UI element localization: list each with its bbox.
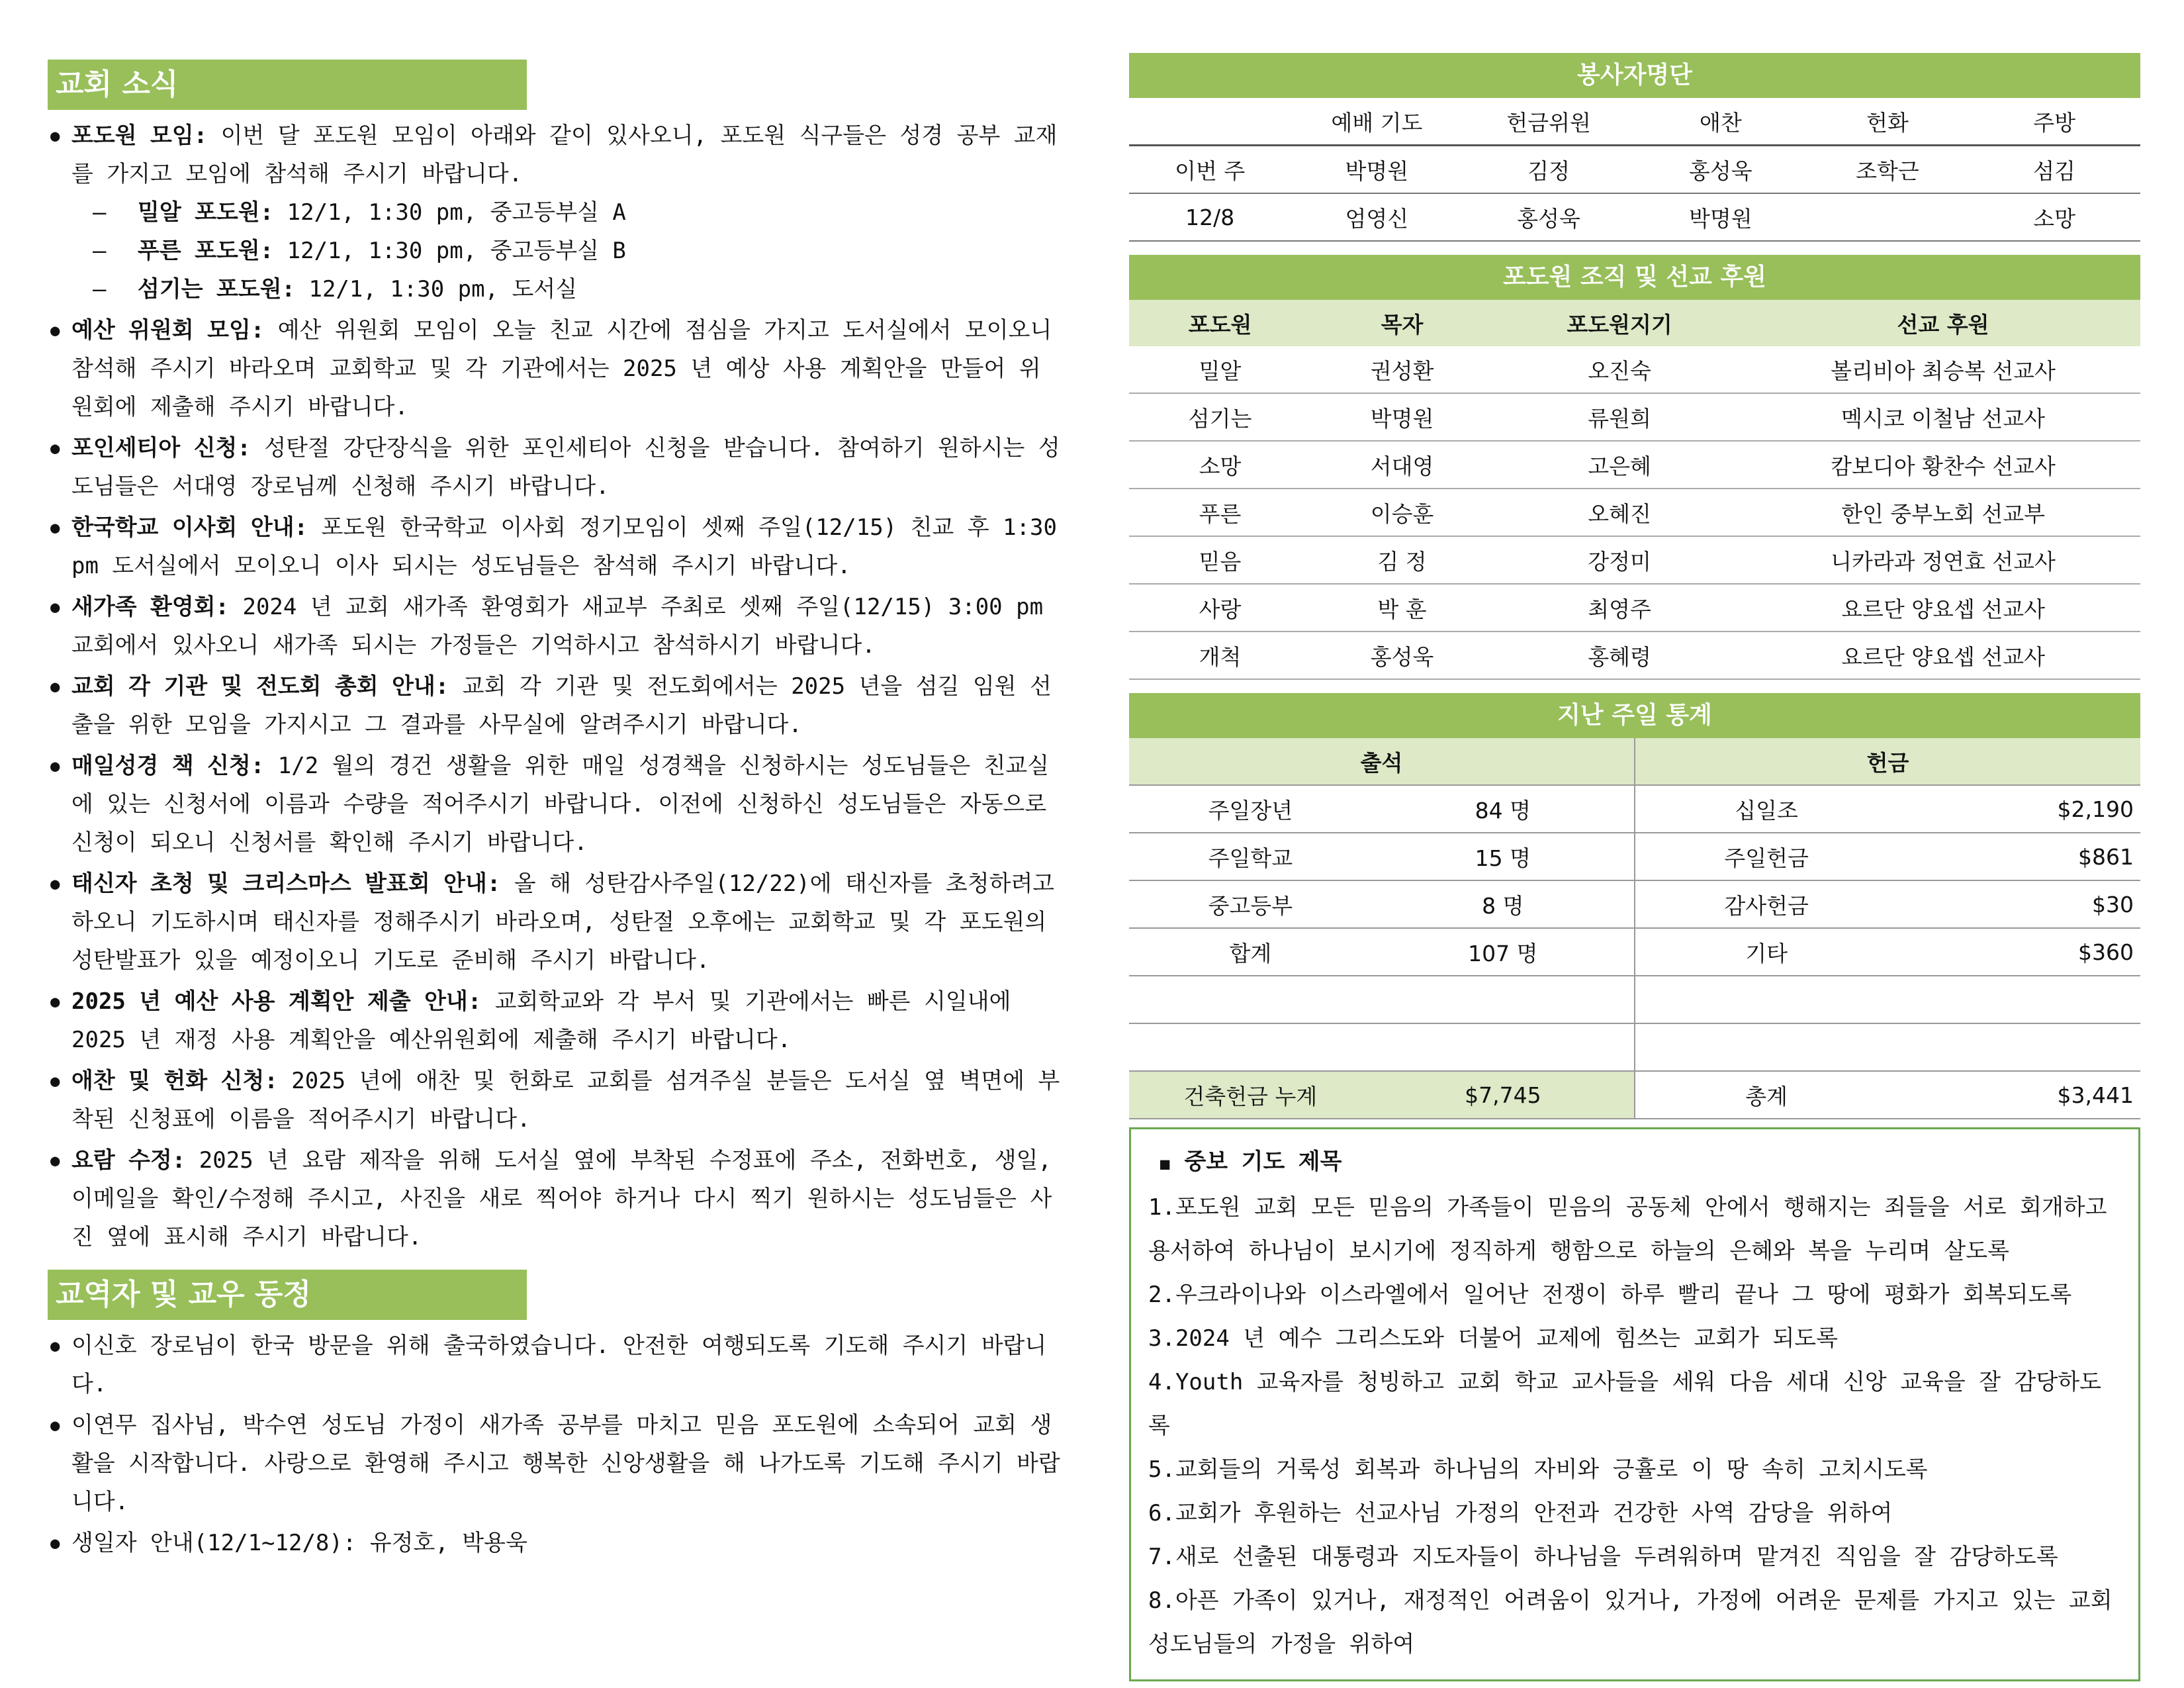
cell: 고은혜 <box>1493 441 1746 489</box>
cell: 믿음 <box>1129 536 1311 584</box>
table-row <box>1129 441 2140 489</box>
offering-header: 헌금 <box>1635 738 2140 785</box>
cell: 84 명 <box>1372 785 1635 833</box>
cell: 권성환 <box>1311 346 1493 393</box>
table-row <box>1129 976 2140 1023</box>
news-item <box>48 747 1060 862</box>
grand-total-value: $3,441 <box>1897 1071 2140 1119</box>
news-item <box>48 667 1060 744</box>
news-item-text: 2024 년 교회 새가족 환영회가 새교부 주최로 셋째 주일(12/15) 3:00 pm 교회에서 있사오니 새가족 되시는 가정들은 기억하시고 참석하시기 바랍니다. <box>71 594 1044 659</box>
news-item-text: 2025 년에 애찬 및 헌화로 교회를 섬겨주실 분들은 도서실 옆 벽면에 부착된 신청표에 이름을 적어주시기 바랍니다. <box>71 1068 1060 1133</box>
cell: 조학근 <box>1807 146 1968 194</box>
table-row <box>1129 346 2140 393</box>
news-item <box>48 1141 1060 1256</box>
staff-item: ● 생일자 안내(12/1~12/8): 유정호, 박용욱 <box>48 1524 1060 1562</box>
table-header-row <box>1129 300 2140 346</box>
prayer-list <box>1148 1186 2121 1666</box>
news-item-text: 예산 위원회 모임이 오늘 친교 시간에 점심을 가지고 도서실에서 모이오니 참석해 주시기 바라오며 교회학교 및 각 기관에서는 2025 년 예상 사용 계획안을 만들어 위원회에 제출해 주시기 바랍니다. <box>71 317 1052 420</box>
table-row <box>1129 146 2140 194</box>
cell: 니카라과 정연효 선교사 <box>1746 536 2140 584</box>
table-row <box>1129 193 2140 241</box>
header-cell: 헌화 <box>1807 98 1968 146</box>
cell <box>1372 1023 1635 1071</box>
cell: 박명원 <box>1311 393 1493 441</box>
staff-item: ● 이신호 장로님이 한국 방문을 위해 출국하였습니다. 안전한 여행되도록 기도해 주시기 바랍니다. <box>48 1327 1060 1403</box>
header-cell: 포도원지기 <box>1493 300 1746 346</box>
news-item-text: 교회 각 기관 및 전도회에서는 2025 년을 섬길 임원 선출을 위한 모임을 가지시고 그 결과를 사무실에 알려주시기 바랍니다. <box>71 673 1052 738</box>
cell <box>1897 976 2140 1023</box>
grand-total-label: 총계 <box>1635 1071 1897 1119</box>
cell <box>1129 1023 1372 1071</box>
table-row <box>1129 536 2140 584</box>
news-item-text: 이번 달 포도원 모임이 아래와 같이 있사오니, 포도원 식구들은 성경 공부 교재를 가지고 모임에 참석해 주시기 바랍니다. <box>71 122 1058 187</box>
news-item <box>48 311 1060 426</box>
news-item <box>48 429 1060 506</box>
table-row <box>1129 489 2140 536</box>
news-item-label: 애찬 및 헌화 신청: <box>71 1068 278 1094</box>
sub-item <box>71 232 1060 270</box>
cell: 한인 중부노회 선교부 <box>1746 489 2140 536</box>
news-item-text: 교회학교와 각 부서 및 기관에서는 빠른 시일내에 2025 년 재정 사용 계획안을 예산위원회에 제출해 주시기 바랍니다. <box>71 988 1011 1053</box>
cell <box>1372 976 1635 1023</box>
cell: 중고등부 <box>1129 880 1372 928</box>
header-cell: 포도원 <box>1129 300 1311 346</box>
cell: 소망 <box>1968 193 2140 241</box>
cell: 소망 <box>1129 441 1311 489</box>
table-row <box>1129 928 2140 976</box>
news-item-text: 2025 년 요람 제작을 위해 도서실 옆에 부착된 수정표에 주소, 전화번호, 생일, 이메일을 확인/수정해 주시고, 사진을 새로 찍어야 하거나 다시 찍기 원하시는 성도님들은 사진 옆에 표시해 주시기 바랍니다. <box>71 1147 1052 1250</box>
news-item-label: 태신자 초청 및 크리스마스 발표회 안내: <box>71 870 501 897</box>
news-item <box>48 117 1060 308</box>
table-row <box>1129 632 2140 679</box>
cell: 사랑 <box>1129 584 1311 632</box>
table-row <box>1129 833 2140 880</box>
cell: 주일학교 <box>1129 833 1372 880</box>
cell: 밀알 <box>1129 346 1311 393</box>
cell: 십일조 <box>1635 785 1897 833</box>
cell: 이번 주 <box>1129 146 1291 194</box>
cell: 주일헌금 <box>1635 833 1897 880</box>
news-item-text: 포도원 한국학교 이사회 정기모임이 셋째 주일(12/15) 친교 후 1:30 pm 도서실에서 모이오니 이사 되시는 성도님들은 참석해 주시기 바랍니다. <box>71 514 1057 579</box>
news-item-label: 포인세티아 신청: <box>71 435 251 461</box>
staff-list <box>48 1327 1060 1562</box>
stats-title: 지난 주일 통계 <box>1129 693 2140 738</box>
header-cell: 목자 <box>1311 300 1493 346</box>
sub-item-text: 12/1, 1:30 pm, 중고등부실 A <box>273 199 626 226</box>
news-item-label: 한국학교 이사회 안내: <box>71 514 308 541</box>
header-cell: 주방 <box>1968 98 2140 146</box>
sub-item-label: 섬기는 포도원: <box>138 276 296 303</box>
cell: 푸른 <box>1129 489 1311 536</box>
cell: 107 명 <box>1372 928 1635 976</box>
cell: 강정미 <box>1493 536 1746 584</box>
attendance-header: 출석 <box>1129 738 1635 785</box>
staff-section-title: 교역자 및 교우 동정 <box>48 1270 527 1320</box>
cell: 섬기는 <box>1129 393 1311 441</box>
cell: 12/8 <box>1129 193 1291 241</box>
header-cell: 선교 후원 <box>1746 300 2140 346</box>
news-list <box>48 117 1060 1256</box>
cell: 합계 <box>1129 928 1372 976</box>
vineyards-title: 포도원 조직 및 선교 후원 <box>1129 255 2140 300</box>
cell: $2,190 <box>1897 785 2140 833</box>
sub-item-text: 12/1, 1:30 pm, 중고등부실 B <box>273 238 626 264</box>
right-column <box>1129 53 2140 1681</box>
cell: 박명원 <box>1291 146 1463 194</box>
news-item-label: 교회 각 기관 및 전도회 총회 안내: <box>71 673 449 700</box>
cell: 서대영 <box>1311 441 1493 489</box>
vineyards-table <box>1129 300 2140 680</box>
cell: 홍성욱 <box>1311 632 1493 679</box>
left-column <box>48 60 1060 1565</box>
vineyard-meeting-list <box>71 193 1060 308</box>
table-header-row <box>1129 738 2140 785</box>
volunteers-table <box>1129 98 2140 242</box>
cell: 섬김 <box>1968 146 2140 194</box>
header-cell: 예배 기도 <box>1291 98 1463 146</box>
total-row <box>1129 1071 2140 1119</box>
cell: 요르단 양요셉 선교사 <box>1746 584 2140 632</box>
building-fund-label: 건축헌금 누계 <box>1129 1071 1372 1119</box>
cell: 박명원 <box>1635 193 1807 241</box>
news-item <box>48 1062 1060 1139</box>
table-row <box>1129 1023 2140 1071</box>
sub-item <box>71 270 1060 308</box>
table-row <box>1129 880 2140 928</box>
cell <box>1635 976 1897 1023</box>
news-section-title: 교회 소식 <box>48 60 527 110</box>
news-item-label: 포도원 모임: <box>71 122 208 149</box>
news-item-text: 1/2 월의 경건 생활을 위한 매일 성경책을 신청하시는 성도님들은 친교실에 있는 신청서에 이름과 수량을 적어주시기 바랍니다. 이전에 신청하신 성도님들은 자동으로 신청이 되오니 신청서를 확인해 주시기 바랍니다. <box>71 753 1050 856</box>
table-header-row <box>1129 98 2140 146</box>
sub-item-label: 푸른 포도원: <box>138 238 274 264</box>
sub-item-label: 밀알 포도원: <box>138 199 274 226</box>
cell: 멕시코 이철남 선교사 <box>1746 393 2140 441</box>
news-item-label: 요람 수정: <box>71 1147 186 1174</box>
staff-item: ● 이연무 집사님, 박수연 성도님 가정이 새가족 공부를 마치고 믿음 포도원에 소속되어 교회 생활을 시작합니다. 사랑으로 환영해 주시고 행복한 신앙생활을 해 나가도록 기도해 주시기 바랍니다. <box>48 1406 1060 1521</box>
cell: $30 <box>1897 880 2140 928</box>
prayer-item: 8.아픈 가족이 있거나, 재정적인 어려움이 있거나, 가정에 어려운 문제를 가지고 있는 교회 성도님들의 가정을 위하여 <box>1148 1587 2113 1658</box>
cell: 기타 <box>1635 928 1897 976</box>
cell: 류원희 <box>1493 393 1746 441</box>
cell <box>1807 193 1968 241</box>
news-item-text: 올 해 성탄감사주일(12/22)에 태신자를 초청하려고 하오니 기도하시며 태신자를 정해주시기 바라오며, 성탄절 오후에는 교회학교 및 각 포도원의 성탄발표가 있을 예정이오니 기도로 준비해 주시기 바랍니다. <box>71 870 1055 974</box>
cell: 홍혜령 <box>1493 632 1746 679</box>
news-item-label: 매일성경 책 신청: <box>71 753 265 779</box>
cell: 감사헌금 <box>1635 880 1897 928</box>
sub-item <box>71 193 1060 232</box>
cell: 개척 <box>1129 632 1311 679</box>
sub-item-text: 12/1, 1:30 pm, 도서실 <box>295 276 578 303</box>
cell: 볼리비아 최승복 선교사 <box>1746 346 2140 393</box>
cell: 캄보디아 황찬수 선교사 <box>1746 441 2140 489</box>
cell <box>1635 1023 1897 1071</box>
stats-table <box>1129 738 2140 1119</box>
cell: 김 정 <box>1311 536 1493 584</box>
cell: 주일장년 <box>1129 785 1372 833</box>
prayer-title: ■ 중보 기도 제목 <box>1148 1140 2121 1186</box>
news-item-label: 새가족 환영회: <box>71 594 230 620</box>
prayer-item: 2.우크라이나와 이스라엘에서 일어난 전쟁이 하루 빨리 끝나 그 땅에 평화가 회복되도록 <box>1148 1282 2072 1308</box>
volunteers-title: 봉사자명단 <box>1129 53 2140 98</box>
cell: 오진숙 <box>1493 346 1746 393</box>
cell: 김정 <box>1463 146 1635 194</box>
cell: $861 <box>1897 833 2140 880</box>
news-item <box>48 982 1060 1059</box>
header-cell <box>1129 98 1291 146</box>
cell: $360 <box>1897 928 2140 976</box>
prayer-item: 5.교회들의 거룩성 회복과 하나님의 자비와 긍휼로 이 땅 속히 고치시도록 <box>1148 1456 1928 1483</box>
cell <box>1129 976 1372 1023</box>
prayer-item: 7.새로 선출된 대통령과 지도자들이 하나님을 두려워하며 맡겨진 직임을 잘 감당하도록 <box>1148 1544 2058 1570</box>
cell <box>1897 1023 2140 1071</box>
cell: 홍성욱 <box>1463 193 1635 241</box>
prayer-item: 6.교회가 후원하는 선교사님 가정의 안전과 건강한 사역 감당을 위하여 <box>1148 1500 1893 1526</box>
news-item <box>48 865 1060 980</box>
cell: 오혜진 <box>1493 489 1746 536</box>
prayer-item: 3.2024 년 예수 그리스도와 더불어 교제에 힘쓰는 교회가 되도록 <box>1148 1325 1838 1352</box>
news-item <box>48 508 1060 585</box>
cell: 박 훈 <box>1311 584 1493 632</box>
cell: 최영주 <box>1493 584 1746 632</box>
cell: 홍성욱 <box>1635 146 1807 194</box>
cell: 엄영신 <box>1291 193 1463 241</box>
prayer-box <box>1129 1127 2140 1681</box>
cell: 15 명 <box>1372 833 1635 880</box>
cell: 요르단 양요셉 선교사 <box>1746 632 2140 679</box>
news-item-label: 예산 위원회 모임: <box>71 317 265 344</box>
header-cell: 애찬 <box>1635 98 1807 146</box>
cell: 8 명 <box>1372 880 1635 928</box>
news-item-text: 성탄절 강단장식을 위한 포인세티아 신청을 받습니다. 참여하기 원하시는 성도님들은 서대영 장로님께 신청해 주시기 바랍니다. <box>71 435 1060 500</box>
building-fund-value: $7,745 <box>1372 1071 1635 1119</box>
table-row <box>1129 393 2140 441</box>
cell: 이승훈 <box>1311 489 1493 536</box>
header-cell: 헌금위원 <box>1463 98 1635 146</box>
prayer-item: 1.포도원 교회 모든 믿음의 가족들이 믿음의 공동체 안에서 행해지는 죄들을 서로 회개하고 용서하여 하나님이 보시기에 정직하게 행함으로 하늘의 은혜와 복을 누리며 살도록 <box>1148 1194 2107 1264</box>
news-item-label: 2025 년 예산 사용 계획안 제출 안내: <box>71 988 482 1015</box>
prayer-item: 4.Youth 교육자를 청빙하고 교회 학교 교사들을 세워 다음 세대 신앙 교육을 잘 감당하도록 <box>1148 1369 2101 1439</box>
news-item <box>48 588 1060 665</box>
table-row <box>1129 785 2140 833</box>
table-row <box>1129 584 2140 632</box>
